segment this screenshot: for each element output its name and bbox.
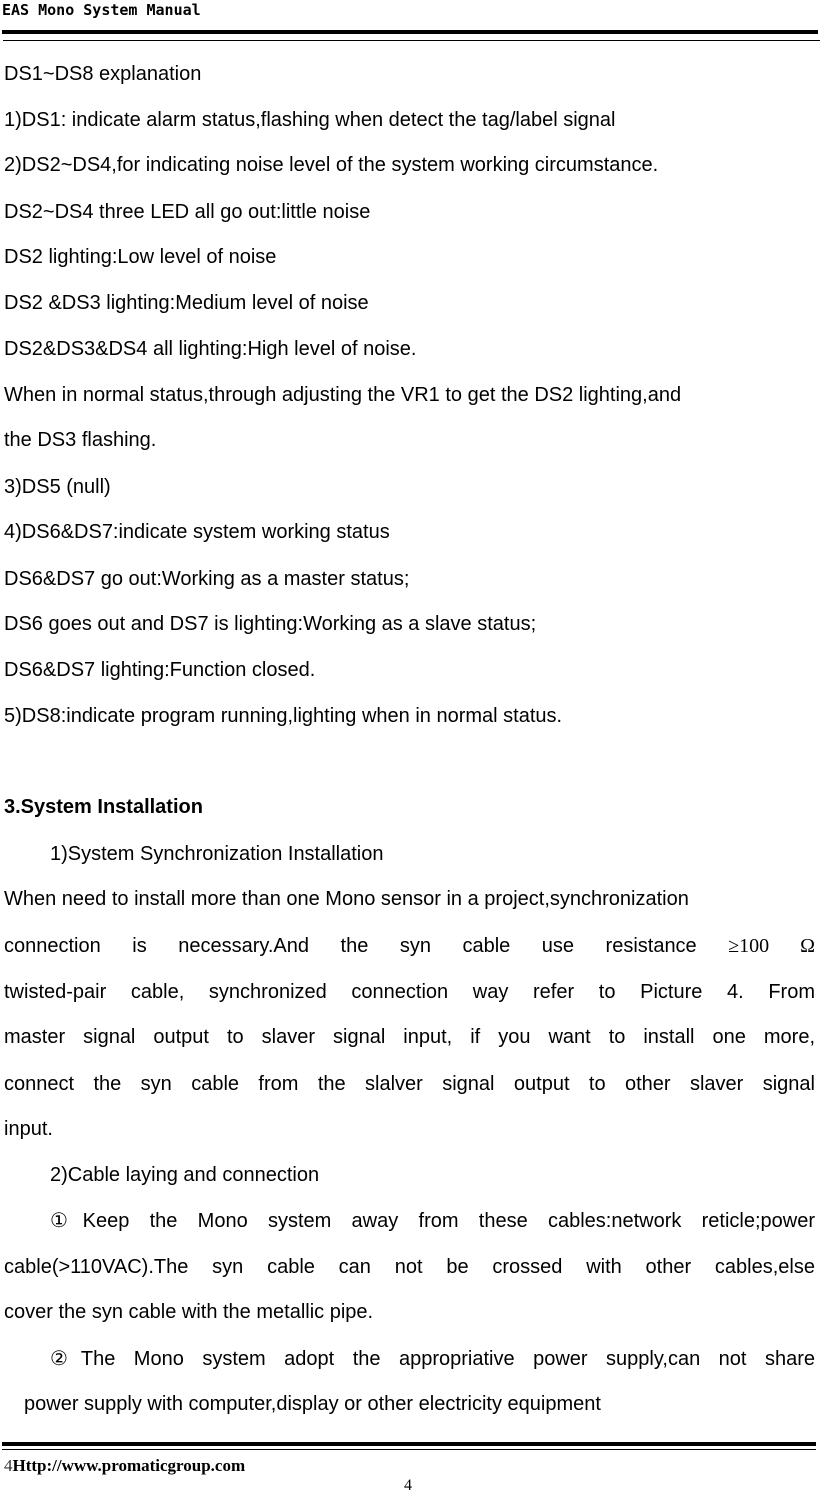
ds2-low-noise: DS2 lighting:Low level of noise (4, 246, 277, 268)
system-installation-heading: 3.System Installation (4, 796, 203, 818)
header-rule-thick (2, 30, 818, 34)
sync-paragraph-line-4: master signal output to slaver signal input, if you want to install one more, (4, 1026, 815, 1048)
cable-item-1-line-1: ①Keep the Mono system away from these cables:network reticle;power (50, 1210, 815, 1232)
sync-paragraph-line-5: connect the syn cable from the slalver signal output to other slaver signal (4, 1073, 815, 1095)
cable-item-2-line-2: power supply with computer,display or other electricity equipment (24, 1393, 601, 1415)
header-rule-thin (3, 40, 820, 41)
ds2-ds4-intro: 2)DS2~DS4,for indicating noise level of the system working circumstance. (4, 154, 659, 176)
ds2-ds3-medium-noise: DS2 &DS3 lighting:Medium level of noise (4, 292, 369, 314)
document-header-title: EAS Mono System Manual (2, 1, 201, 19)
footer-rule-thin (2, 1449, 816, 1450)
normal-status-line-2: the DS3 flashing. (4, 429, 157, 451)
sync-paragraph-line-2 (4, 934, 815, 958)
ds1-description: 1)DS1: indicate alarm status,flashing when detect the tag/label signal (4, 109, 616, 131)
ds2-ds4-high-noise: DS2&DS3&DS4 all lighting:High level of noise. (4, 338, 417, 360)
cable-item-1-line-3: cover the syn cable with the metallic pipe. (4, 1301, 374, 1323)
page-number: 4 (404, 1477, 412, 1494)
footer-page-prefix: 4 (4, 1456, 13, 1475)
ds6-ds7-slave: DS6 goes out and DS7 is lighting:Working as a slave status; (4, 613, 537, 635)
footer-rule-thick (2, 1442, 816, 1446)
ds6-ds7-intro: 4)DS6&DS7:indicate system working status (4, 521, 390, 543)
sync-paragraph-line-3: twisted-pair cable, synchronized connection way refer to Picture 4. From (4, 981, 815, 1003)
footer-website-link[interactable]: Http://www.promaticgroup.com (12, 1456, 246, 1475)
ds8-description: 5)DS8:indicate program running,lighting when in normal status. (4, 705, 563, 727)
sync-installation-heading: 1)System Synchronization Installation (50, 843, 384, 865)
cable-item-2-line-1: ②The Mono system adopt the appropriative power supply,can not share (50, 1348, 815, 1370)
normal-status-line-1: When in normal status,through adjusting the VR1 to get the DS2 lighting,and (4, 384, 682, 406)
ds6-ds7-closed: DS6&DS7 lighting:Function closed. (4, 659, 316, 681)
ds5-description: 3)DS5 (null) (4, 476, 111, 498)
sync-paragraph-line-6: input. (4, 1118, 53, 1140)
resistance-value: ≥100 Ω (728, 935, 815, 957)
footer-url-line (4, 1456, 245, 1476)
cable-laying-heading: 2)Cable laying and connection (50, 1164, 320, 1186)
cable-item-1-line-2: cable(>110VAC).The syn cable can not be crossed with other cables,else (4, 1256, 815, 1278)
sync-paragraph-line-2-text: connection is necessary.And the syn cable use resistance (4, 935, 697, 957)
ds-explanation-heading: DS1~DS8 explanation (4, 63, 202, 85)
ds6-ds7-master: DS6&DS7 go out:Working as a master status; (4, 568, 410, 590)
sync-paragraph-line-1: When need to install more than one Mono sensor in a project,synchronization (4, 888, 689, 910)
ds2-ds4-off: DS2~DS4 three LED all go out:little noise (4, 201, 371, 223)
